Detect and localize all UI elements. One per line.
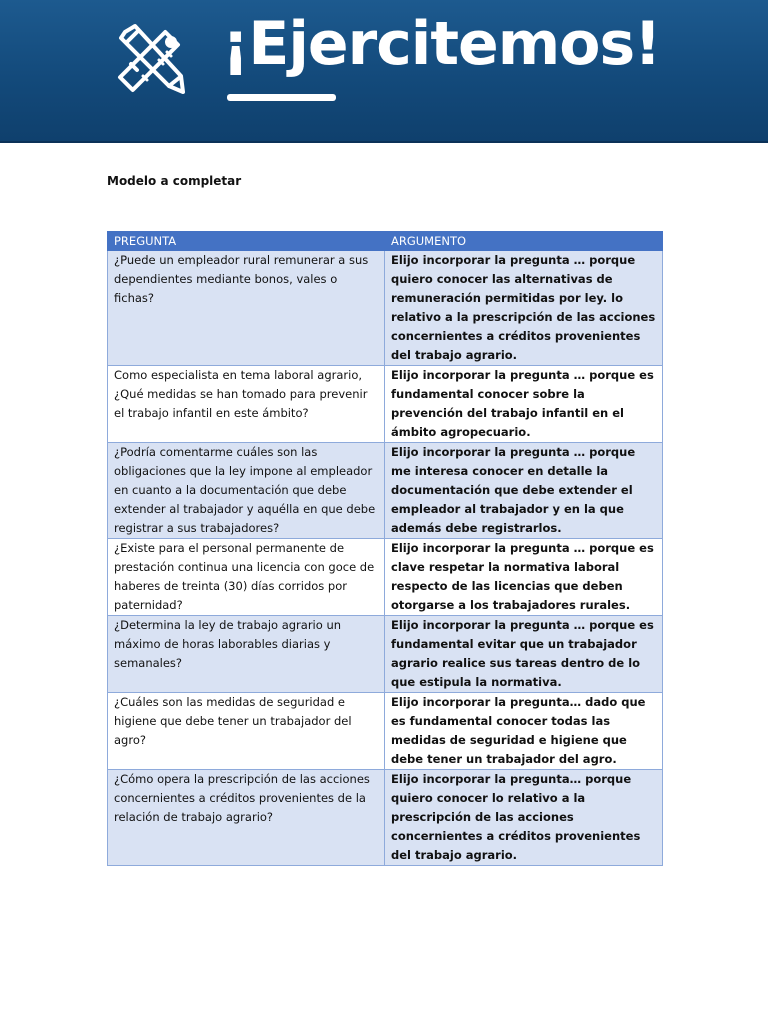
argumento-cell: Elijo incorporar la pregunta … porque es clave respetar la normativa laboral respecto de las licencias que deben otorgarse a los trabajadores rurales. [385,539,663,616]
page-title: ¡Ejercitemos! [222,9,661,79]
table-row [108,693,663,770]
table-row [108,443,663,539]
pregunta-cell: Como especialista en tema laboral agrario, ¿Qué medidas se han tomado para prevenir el trabajo infantil en este ámbito? [108,366,385,443]
section-label: Modelo a completar [107,174,242,188]
title-underline [227,94,336,101]
argumento-cell: Elijo incorporar la pregunta… dado que es fundamental conocer todas las medidas de seguridad e higiene que debe tener un trabajador del agro. [385,693,663,770]
pregunta-cell: ¿Cuáles son las medidas de seguridad e higiene que debe tener un trabajador del agro? [108,693,385,770]
table-row [108,770,663,866]
pregunta-cell: ¿Cómo opera la prescripción de las acciones concernientes a créditos provenientes de la relación de trabajo agrario? [108,770,385,866]
pregunta-cell: ¿Puede un empleador rural remunerar a sus dependientes mediante bonos, vales o fichas? [108,251,385,366]
table-row [108,251,663,366]
pregunta-cell: ¿Podría comentarme cuáles son las obligaciones que la ley impone al empleador en cuanto a la documentación que debe extender al trabajador y aquélla en que debe registrar a sus trabajadores? [108,443,385,539]
pregunta-cell: ¿Determina la ley de trabajo agrario un máximo de horas laborables diarias y semanales? [108,616,385,693]
argumento-cell: Elijo incorporar la pregunta … porque es fundamental evitar que un trabajador agrario realice sus tareas dentro de lo que estipula la normativa. [385,616,663,693]
table-header-row [108,232,663,251]
question-table [107,231,663,866]
table-row [108,366,663,443]
pregunta-cell: ¿Existe para el personal permanente de prestación continua una licencia con goce de haberes de treinta (30) días corridos por paternidad? [108,539,385,616]
pencil-ruler-icon [113,22,193,98]
argumento-cell: Elijo incorporar la pregunta … porque es fundamental conocer sobre la prevención del trabajo infantil en el ámbito agropecuario. [385,366,663,443]
header-banner [0,0,768,143]
table-row [108,616,663,693]
argumento-cell: Elijo incorporar la pregunta … porque quiero conocer las alternativas de remuneración permitidas por ley. lo relativo a la prescripción de las acciones concernientes a créditos provenientes del trabajo agrario. [385,251,663,366]
argumento-cell: Elijo incorporar la pregunta … porque me interesa conocer en detalle la documentación que debe extender el empleador al trabajador y en la que además debe registrarlos. [385,443,663,539]
column-header-pregunta: PREGUNTA [108,232,385,251]
column-header-argumento: ARGUMENTO [385,232,663,251]
table-row [108,539,663,616]
argumento-cell: Elijo incorporar la pregunta… porque quiero conocer lo relativo a la prescripción de las acciones concernientes a créditos provenientes del trabajo agrario. [385,770,663,866]
